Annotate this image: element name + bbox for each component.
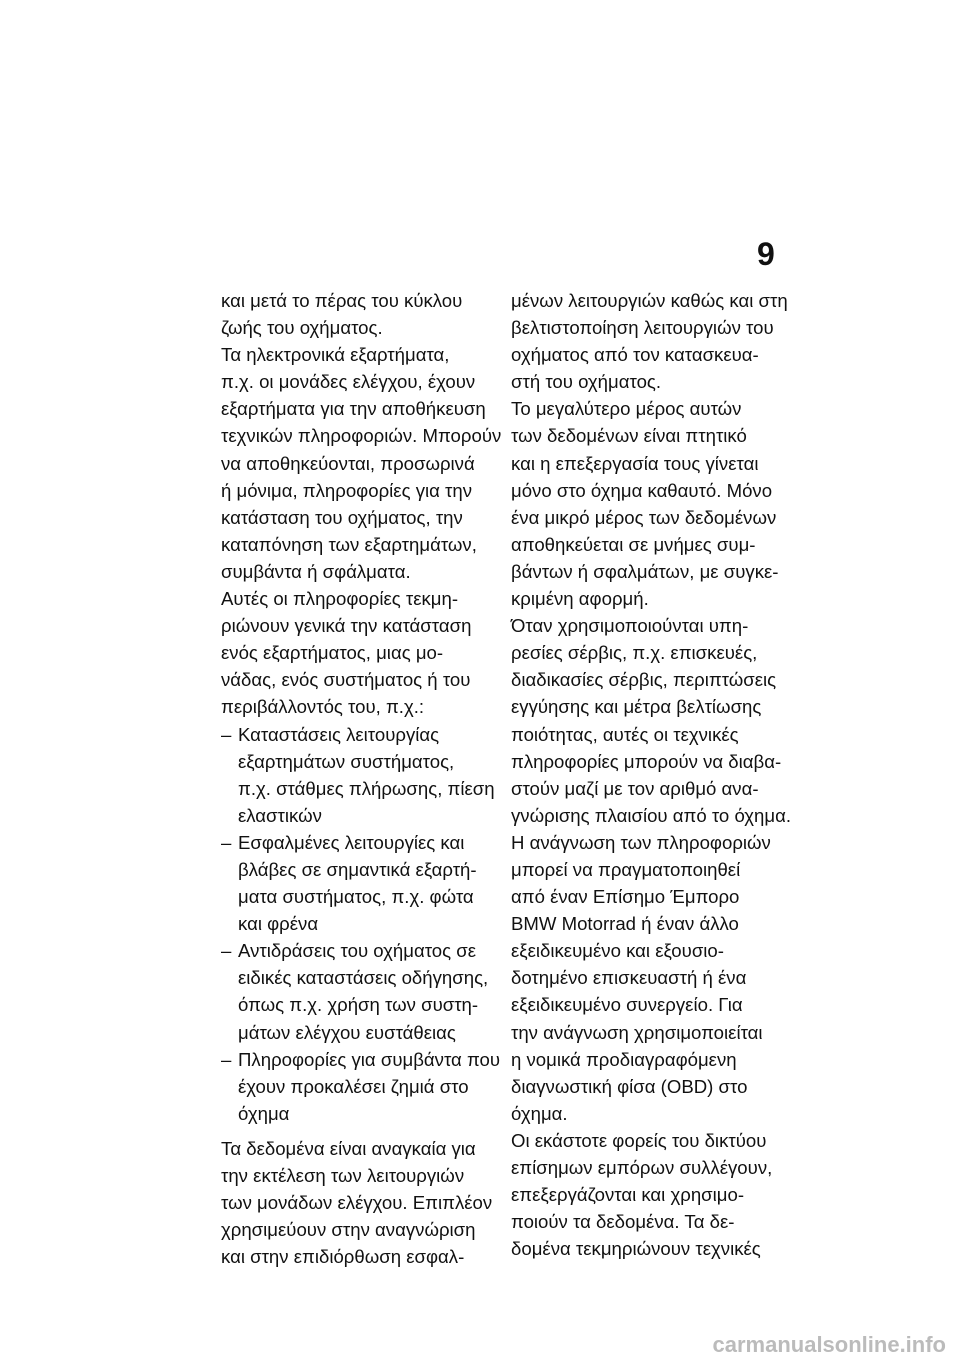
text-line: μόνο στο όχημα καθαυτό. Μόνο (511, 479, 773, 501)
text-line: μάτων ελέγχου ευστάθειας (238, 1021, 456, 1043)
text-line: περιβάλλοντός του, π.χ.: (221, 696, 425, 718)
text-line: όχημα (238, 1102, 290, 1124)
text-line: να αποθηκεύονται, προσωρινά (221, 452, 475, 474)
text-line: η νομικά προδιαγραφόμενη (511, 1048, 737, 1070)
right-column (511, 287, 801, 1262)
text-line: ειδικές καταστάσεις οδήγησης, (238, 967, 489, 989)
text-line: Η ανάγνωση των πληροφοριών (511, 831, 771, 853)
text-line: όπως π.χ. χρήση των συστη- (238, 994, 479, 1016)
text-line: ζωής του οχήματος. (221, 317, 383, 339)
text-line: χρησιμεύουν στην αναγνώριση (221, 1219, 476, 1241)
text-line: Αυτές οι πληροφορίες τεκμη- (221, 588, 459, 610)
text-line: στούν μαζί με τον αριθμό ανα- (511, 777, 759, 799)
text-line: εξειδικευμένο και εξουσιο- (511, 940, 724, 962)
text-line: Αντιδράσεις του οχήματος σε (238, 940, 477, 962)
text-line: πληροφορίες μπορούν να διαβα- (511, 750, 782, 772)
watermark-logo: carmanualsonline.info (712, 1332, 946, 1357)
text-line: διαγνωστική φίσα (OBD) στο (511, 1075, 748, 1097)
text-line: δομένα τεκμηριώνουν τεχνικές (511, 1238, 761, 1260)
text-line: ρεσίες σέρβις, π.χ. επισκευές, (511, 642, 758, 664)
left-column (221, 287, 511, 1270)
text-line: και η επεξεργασία τους γίνεται (511, 452, 759, 474)
text-line: Όταν χρησιμοποιούνται υπη- (511, 615, 749, 637)
text-line: π.χ. οι μονάδες ελέγχου, έχουν (221, 371, 476, 393)
text-line: ένα μικρό μέρος των δεδομένων (511, 506, 777, 528)
text-line: επεξεργάζονται και χρησιμο- (511, 1184, 745, 1206)
list-item (221, 1046, 511, 1127)
text-line: τεχνικών πληροφοριών. Μπορούν (221, 425, 502, 447)
text-line: Οι εκάστοτε φορείς του δικτύου (511, 1129, 767, 1151)
text-line: νάδας, ενός συστήματος ή του (221, 669, 471, 691)
bullet-list (221, 721, 511, 1127)
text-line: γνώρισης πλαισίου από το όχημα. (511, 804, 792, 826)
text-line: την εκτέλεση των λειτουργιών (221, 1165, 465, 1186)
text-line: Τα δεδομένα είναι αναγκαία για (221, 1137, 476, 1159)
text-line: των μονάδων ελέγχου. Επιπλέον (221, 1192, 493, 1214)
text-line: εξαρτήματα για την αποθήκευση (221, 398, 486, 420)
list-item (221, 937, 511, 1045)
text-line: ελαστικών (238, 804, 322, 826)
text-line: αποθηκεύεται σε μνήμες συμ- (511, 533, 756, 555)
text-line: και μετά το πέρας του κύκλου (221, 290, 463, 311)
text-line: βάντων ή σφαλμάτων, με συγκε- (511, 560, 779, 582)
text-line: διαδικασίες σέρβις, περιπτώσεις (511, 669, 777, 691)
paragraph (511, 612, 801, 829)
text-line: βελτιστοποίηση λειτουργιών του (511, 317, 774, 339)
list-item-first-line (221, 1046, 511, 1073)
paragraph (511, 395, 801, 612)
text-line: καταπόνηση των εξαρτημάτων, (221, 533, 477, 555)
text-line: ριώνουν γενικά την κατάσταση (221, 615, 472, 637)
text-line: των δεδομένων είναι πτητικό (511, 425, 747, 447)
text-line: ποιούν τα δεδομένα. Τα δε- (511, 1211, 735, 1233)
paragraph (511, 287, 801, 395)
list-item (221, 829, 511, 937)
paragraph (221, 1135, 511, 1270)
text-line: εγγύησης και μέτρα βελτίωσης (511, 696, 762, 718)
text-line: Πληροφορίες για συμβάντα που (238, 1048, 501, 1070)
text-line: συμβάντα ή σφάλματα. (221, 560, 411, 582)
text-line: κατάσταση του οχήματος, την (221, 506, 463, 528)
list-item-first-line (221, 829, 511, 856)
text-line: μένων λειτουργιών καθώς και στη (511, 290, 788, 311)
text-line: Το μεγαλύτερο μέρος αυτών (511, 398, 742, 420)
text-line: Τα ηλεκτρονικά εξαρτήματα, (221, 344, 450, 366)
text-line: και στην επιδιόρθωση εσφαλ- (221, 1246, 465, 1268)
list-item (221, 721, 511, 829)
text-line: κριμένη αφορμή. (511, 588, 649, 610)
text-line: επίσημων εμπόρων συλλέγουν, (511, 1157, 773, 1178)
text-line: ή μόνιμα, πληροφορίες για την (221, 479, 473, 501)
paragraph (221, 287, 511, 341)
text-line: όχημα. (511, 1102, 568, 1124)
text-line: στή του οχήματος. (511, 371, 662, 393)
text-line: BMW Motorrad ή έναν άλλο (511, 913, 739, 935)
text-line: και φρένα (238, 913, 319, 935)
text-line: εξαρτημάτων συστήματος, (238, 750, 455, 772)
paragraph (511, 1127, 801, 1262)
text-line: την ανάγνωση χρησιμοποιείται (511, 1021, 763, 1043)
dash-bullet-icon: – (221, 831, 232, 853)
text-line: βλάβες σε σημαντικά εξαρτή- (238, 858, 477, 880)
list-item-first-line (221, 721, 511, 748)
text-line: π.χ. στάθμες πλήρωσης, πίεση (238, 777, 495, 799)
text-line: έχουν προκαλέσει ζημιά στο (238, 1075, 469, 1097)
text-line: Καταστάσεις λειτουργίας (238, 723, 440, 745)
text-line: εξειδικευμένο συνεργείο. Για (511, 994, 743, 1016)
page-number: 9 (757, 236, 775, 272)
text-line: δοτημένο επισκευαστή ή ένα (511, 967, 747, 989)
paragraph (221, 585, 511, 720)
text-line: από έναν Επίσημο Έμπορο (511, 886, 740, 908)
text-line: ματα συστήματος, π.χ. φώτα (238, 886, 474, 908)
paragraph (221, 341, 511, 585)
text-line: Εσφαλμένες λειτουργίες και (238, 831, 465, 853)
paragraph (511, 829, 801, 1127)
text-line: οχήματος από τον κατασκευα- (511, 344, 759, 366)
text-line: μπορεί να πραγματοποιηθεί (511, 858, 741, 880)
text-line: ενός εξαρτήματος, μιας μο- (221, 642, 444, 664)
dash-bullet-icon: – (221, 1048, 232, 1070)
list-item-first-line (221, 937, 511, 964)
dash-bullet-icon: – (221, 940, 232, 962)
dash-bullet-icon: – (221, 723, 232, 745)
text-line: ποιότητας, αυτές οι τεχνικές (511, 723, 739, 745)
